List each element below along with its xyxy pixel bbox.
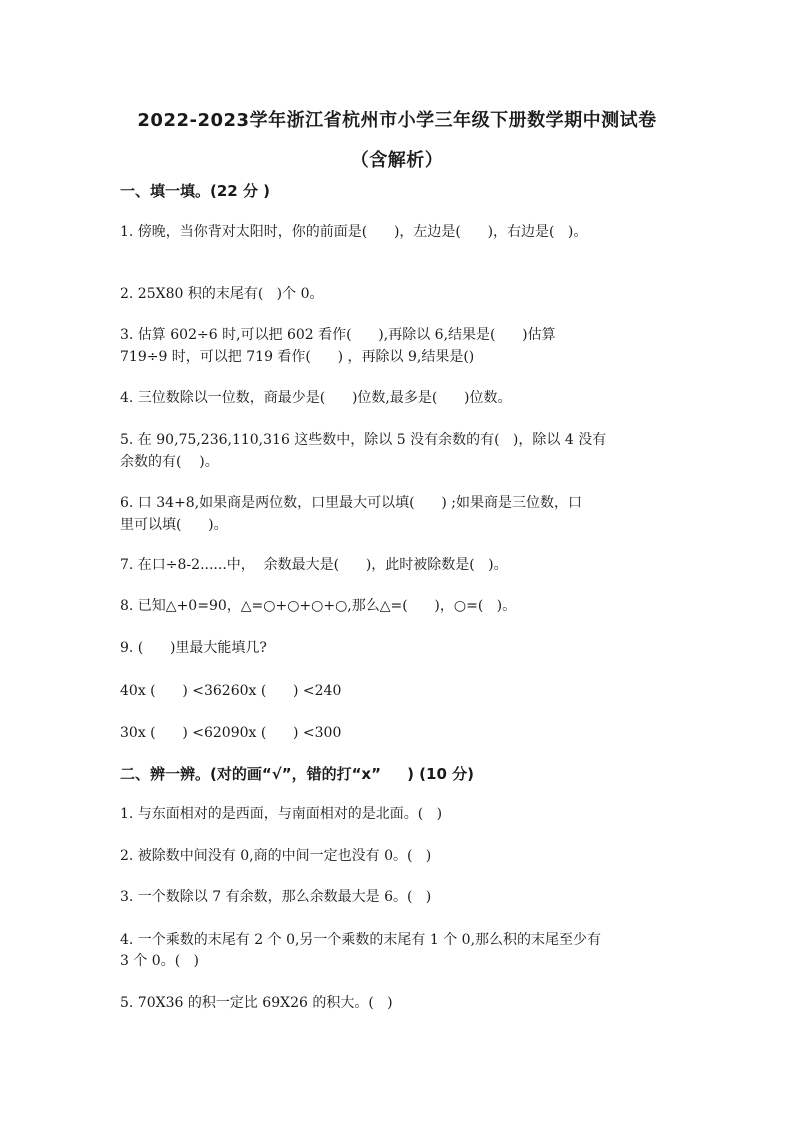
exam-title: 2022-2023学年浙江省杭州市小学三年级下册数学期中测试卷	[137, 110, 657, 131]
question-line: 719÷9 时，可以把 719 看作( ) ，再除以 9,结果是()	[120, 349, 475, 365]
question-line: 4. 三位数除以一位数，商最少是( )位数,最多是( )位数。	[120, 390, 512, 406]
question-line: 3. 一个数除以 7 有余数，那么余数最大是 6。( )	[120, 889, 432, 905]
question-line: 8. 已知△+0=90，△=○+○+○+○,那么△=( )，○=( )。	[120, 598, 517, 614]
question-line: 1. 与东面相对的是西面，与南面相对的是北面。( )	[120, 806, 443, 822]
section-heading-fill-in: 一、填一填。(22 分 )	[120, 182, 271, 200]
question-line: 2. 被除数中间没有 0,商的中间一定也没有 0。( )	[120, 848, 432, 864]
question-line: 4. 一个乘数的末尾有 2 个 0,另一个乘数的末尾有 1 个 0,那么积的末尾至少有	[120, 932, 602, 948]
question-line: 1. 傍晚，当你背对太阳时，你的前面是( )，左边是( )，右边是( )。	[120, 224, 588, 240]
question-line: 9. ( )里最大能填几?	[120, 640, 267, 656]
question-line: 余数的有( )。	[120, 454, 219, 470]
question-line: 40x ( ) <36260x ( ) <240	[120, 683, 342, 699]
question-line: 30x ( ) <62090x ( ) <300	[120, 725, 342, 741]
question-line: 5. 70X36 的积一定比 69X26 的积大。( )	[120, 995, 393, 1011]
question-line: 3. 估算 602÷6 时,可以把 602 看作( ),再除以 6,结果是( )估算	[120, 327, 556, 343]
section-heading-true-false: 二、辨一辨。(对的画“√”，错的打“x” ) (10 分)	[120, 765, 474, 783]
question-line: 6. 口 34+8,如果商是两位数，口里最大可以填( ) ;如果商是三位数，口	[120, 495, 582, 511]
question-line: 里可以填( )。	[120, 517, 228, 533]
exam-subtitle: （含解析）	[350, 150, 444, 171]
question-line: 7. 在口÷8-2......中， 余数最大是( )，此时被除数是( )。	[120, 557, 508, 573]
question-line: 5. 在 90,75,236,110,316 这些数中，除以 5 没有余数的有( )，除以 4 没有	[120, 432, 607, 448]
question-line: 3 个 0。( )	[120, 953, 199, 969]
question-line: 2. 25X80 积的末尾有( )个 0。	[120, 286, 324, 302]
